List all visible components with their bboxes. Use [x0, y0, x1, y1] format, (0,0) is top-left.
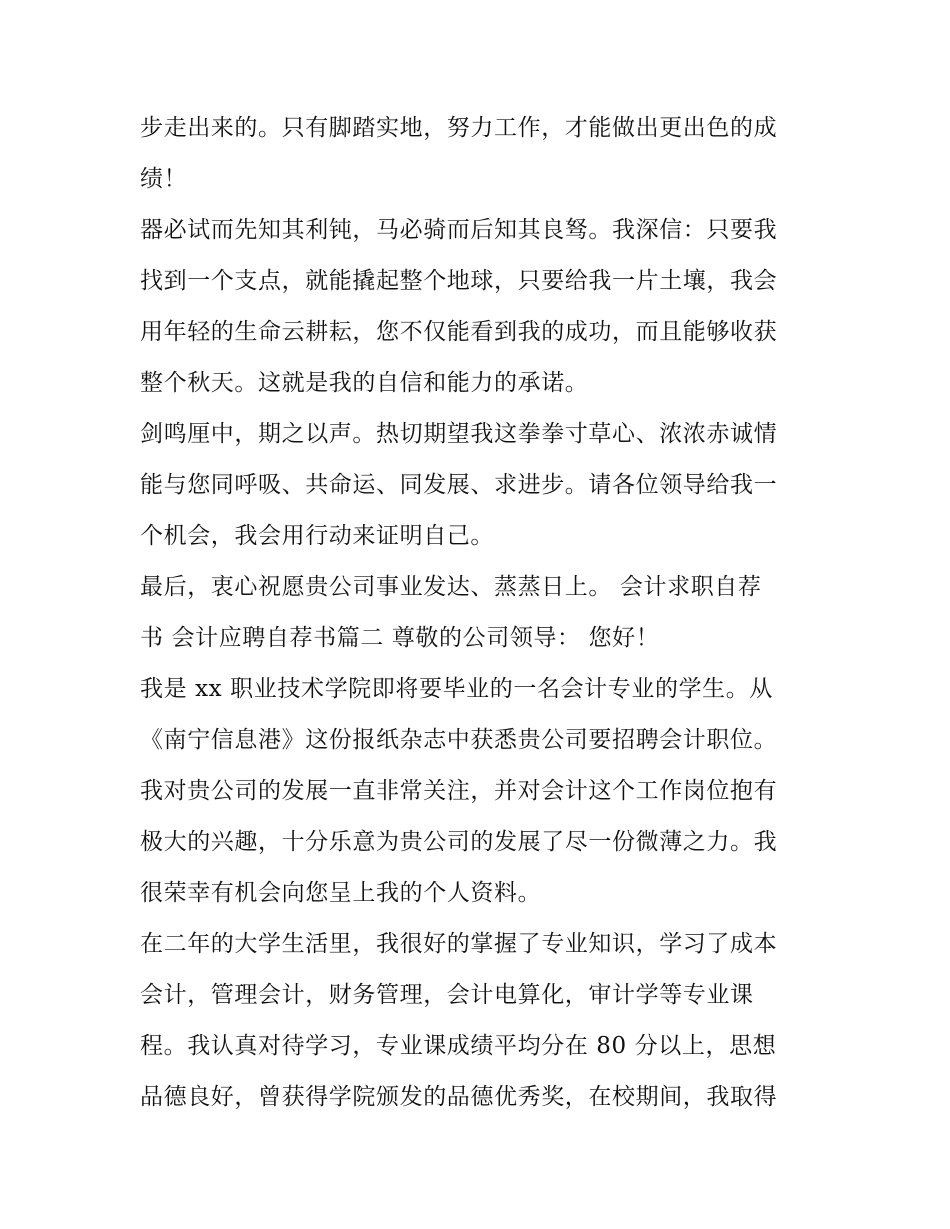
text-line: 剑鸣厘中，期之以声。热切期望我这拳拳寸草心、浓浓赤诚情	[140, 421, 778, 447]
text-line: 找到一个支点，就能撬起整个地球，只要给我一片土壤，我会	[140, 268, 778, 294]
text-line: 个机会，我会用行动来证明自己。	[140, 523, 494, 549]
text-line: 最后，衷心祝愿贵公司事业发达、蒸蒸日上。 会计求职自荐	[140, 574, 762, 600]
text-line: 用年轻的生命云耕耘，您不仅能看到我的成功，而且能够收获	[140, 319, 778, 345]
text-line: 绩！	[140, 166, 188, 192]
text-line: 《南宁信息港》这份报纸杂志中获悉贵公司要招聘会计职位。	[140, 727, 778, 753]
text-line: 极大的兴趣，十分乐意为贵公司的发展了尽一份微薄之力。我	[140, 829, 778, 855]
text-line: 很荣幸有机会向您呈上我的个人资料。	[140, 880, 542, 906]
text-line: 品德良好，曾获得学院颁发的品德优秀奖，在校期间，我取得	[140, 1084, 778, 1110]
text-line: 能与您同呼吸、共命运、同发展、求进步。请各位领导给我一	[140, 472, 778, 498]
text-line: 在二年的大学生活里，我很好的掌握了专业知识，学习了成本	[140, 931, 778, 957]
text-line: 书 会计应聘自荐书篇二 尊敬的公司领导： 您好！	[140, 625, 660, 651]
text-line: 步走出来的。只有脚踏实地，努力工作，才能做出更出色的成	[140, 115, 778, 141]
text-line: 程。我认真对待学习，专业课成绩平均分在 80 分以上，思想	[140, 1033, 777, 1059]
text-line: 器必试而先知其利钝，马必骑而后知其良驽。我深信：只要我	[140, 217, 778, 243]
text-line: 整个秋天。这就是我的自信和能力的承诺。	[140, 370, 589, 396]
text-line: 我对贵公司的发展一直非常关注，并对会计这个工作岗位抱有	[140, 778, 778, 804]
text-line: 我是 xx 职业技术学院即将要毕业的一名会计专业的学生。从	[140, 676, 773, 702]
document-body	[140, 103, 815, 1123]
text-line: 会计，管理会计，财务管理，会计电算化，审计学等专业课	[140, 982, 754, 1008]
